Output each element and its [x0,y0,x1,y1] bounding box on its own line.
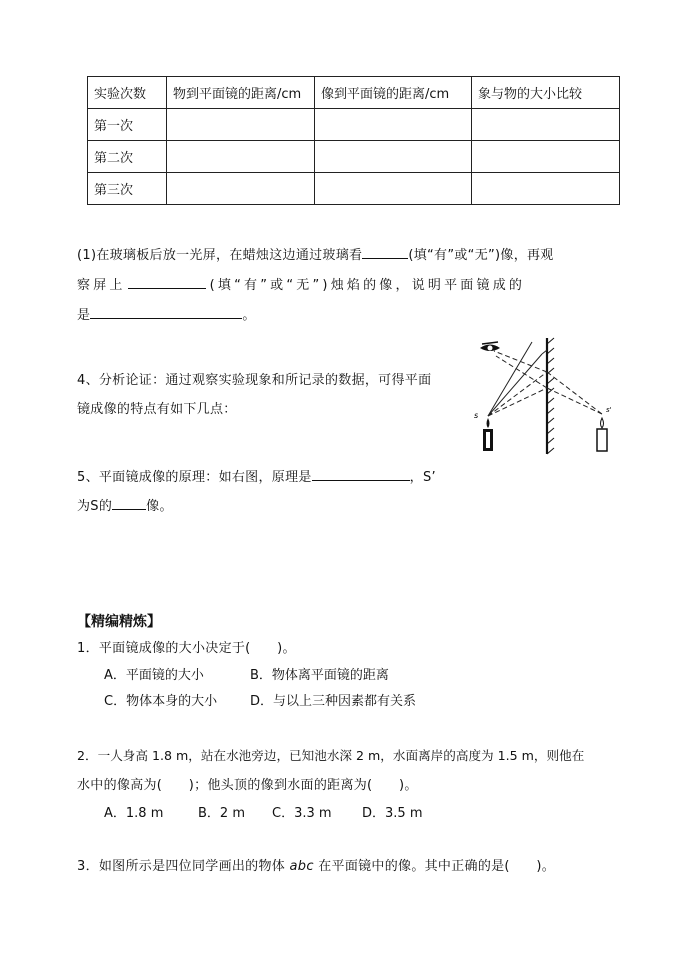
table-cell [167,173,315,205]
answer-blank[interactable] [362,244,408,259]
answer-blank[interactable] [112,495,146,510]
question-2-line-2: 水中的像高为( )；他头顶的像到水面的距离为( )。 [77,778,418,793]
question-2-option-a[interactable]: A．1.8 m [104,806,164,821]
item5-text: 像。 [146,499,173,514]
header-cell: 物到平面镜的距离/cm [167,77,315,109]
q1-text: 察屏上 [77,278,126,293]
plane-mirror-figure [470,336,620,456]
q1-text: (填“有”或“无”)像，再观 [408,248,554,263]
experiment-table [87,76,620,205]
question-2-option-b[interactable]: B．2 m [198,806,245,821]
q1-line-2 [77,274,525,293]
q1-text: (1)在玻璃板后放一光屏，在蜡烛这边通过玻璃看 [77,248,363,263]
table-row [88,141,620,173]
candle-icon [483,418,493,451]
label-s-prime: s' [606,406,612,414]
section-title: 【精编精炼】 [77,614,161,630]
header-cell: 实验次数 [88,77,167,109]
candle-image-icon [597,418,607,451]
question-3-stem [77,855,555,874]
item4-line-1: 4、分析论证：通过观察实验现象和所记录的数据，可得平面 [77,373,432,388]
item5-text: ，S’ [409,470,436,485]
question-1-option-c[interactable]: C．物体本身的大小 [104,694,218,709]
answer-blank[interactable] [90,304,242,319]
table-cell [472,141,620,173]
question-3-text: 3．如图所示是四位同学画出的物体 [77,859,290,874]
header-cell: 像到平面镜的距离/cm [315,77,472,109]
q1-line-3 [77,304,256,323]
table-header-row [88,77,620,109]
question-2-option-d[interactable]: D．3.5 m [362,806,423,821]
answer-blank[interactable] [312,466,410,481]
table-row [88,109,620,141]
item5-line-2 [77,495,173,514]
question-1-option-b[interactable]: B．物体离平面镜的距离 [250,668,389,683]
question-2-line-1: 2．一人身高 1.8 m，站在水池旁边，已知池水深 2 m，水面离岸的高度为 1.5 m，则他在 [77,748,585,763]
answer-blank[interactable] [128,274,206,289]
item5-text: 5、平面镜成像的原理：如右图，原理是 [77,470,312,485]
table-row [88,173,620,205]
question-3-text: 在平面镜中的像。其中正确的是( )。 [313,859,556,874]
table-cell: 第二次 [88,141,167,173]
item4-line-2: 镜成像的特点有如下几点： [77,402,237,417]
table-cell [315,173,472,205]
incident-rays [488,342,547,416]
label-s: s [474,411,479,420]
q1-line-1 [77,244,554,263]
item5-line-1 [77,466,436,485]
q1-text: 是 [77,308,91,323]
table-cell: 第三次 [88,173,167,205]
table-cell [472,109,620,141]
object-label: abc [289,859,314,874]
table-cell [315,141,472,173]
item5-text: 为S的 [77,499,113,514]
q1-text: (填“有”或“无”)烛焰的像，说明平面镜成的 [209,278,526,293]
light-rays [488,351,602,416]
question-1-option-a[interactable]: A．平面镜的大小 [104,668,204,683]
table-cell [167,141,315,173]
table-cell [167,109,315,141]
table-cell [472,173,620,205]
table-cell: 第一次 [88,109,167,141]
question-1-option-d[interactable]: D．与以上三种因素都有关系 [250,694,417,709]
eye-icon [480,342,500,351]
question-1-stem: 1．平面镜成像的大小决定于( )。 [77,641,296,656]
q1-text: 。 [242,308,256,323]
table-cell [315,109,472,141]
question-2-option-c[interactable]: C．3.3 m [272,806,332,821]
header-cell: 象与物的大小比较 [472,77,620,109]
